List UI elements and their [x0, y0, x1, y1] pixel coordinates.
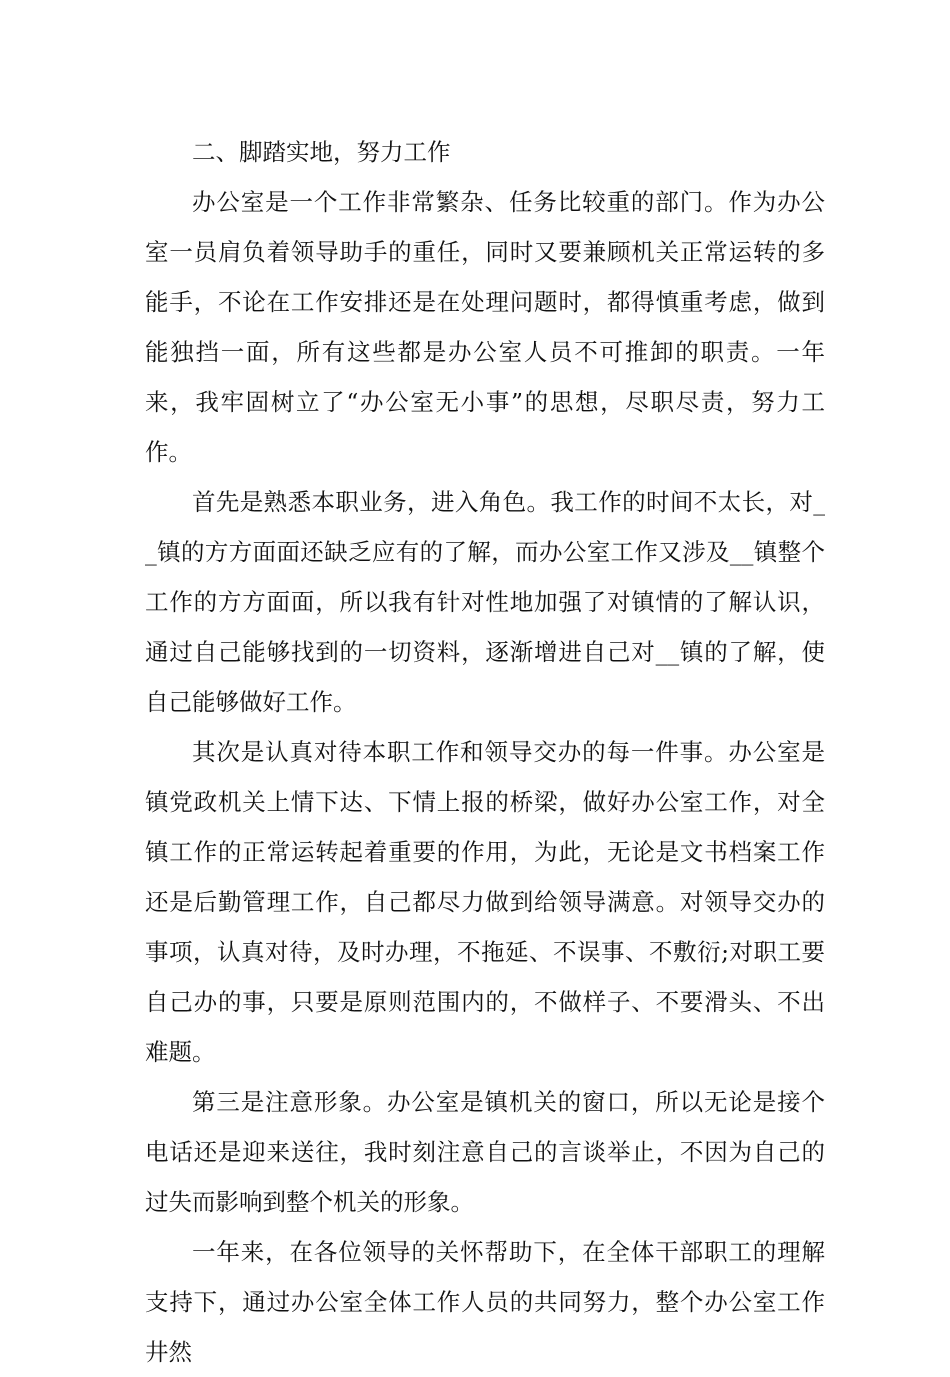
- paragraph-office-duties: 办公室是一个工作非常繁杂、任务比较重的部门。作为办公室一员肩负着领导助手的重任，同时又要兼顾机关正常运转的多能手，不论在工作安排还是在处理问题时，都得慎重考虑，做到能独挡一面，所有这些都是办公室人员不可推卸的职责。一年来，我牢固树立了“办公室无小事”的思想，尽职尽责，努力工作。: [145, 188, 825, 466]
- section-heading: 二、脚踏实地，努力工作: [192, 138, 451, 166]
- paragraph-diligence: 其次是认真对待本职工作和领导交办的每一件事。办公室是镇党政机关上情下达、下情上报的桥梁，做好办公室工作，对全镇工作的正常运转起着重要的作用，为此，无论是文书档案工作还是后勤管理工作，自己都尽力做到给领导满意。对领导交办的事项，认真对待，及时办理，不拖延、不误事、不敷衍;对职工要自己办的事，只要是原则范围内的，不做样子、不要滑头、不出难题。: [145, 738, 825, 1066]
- document-page: [145, 127, 825, 1377]
- paragraph-familiarize: 首先是熟悉本职业务，进入角色。我工作的时间不太长，对__镇的方方面面还缺乏应有的了解，而办公室工作又涉及__镇整个工作的方方面面，所以我有针对性地加强了对镇情的了解认识，通过自己能够找到的一切资料，逐渐增进自己对__镇的了解，使自己能够做好工作。: [145, 488, 825, 716]
- paragraph-summary: 一年来，在各位领导的关怀帮助下，在全体干部职工的理解支持下，通过办公室全体工作人员的共同努力，整个办公室工作井然: [145, 1238, 825, 1366]
- paragraph-image: 第三是注意形象。办公室是镇机关的窗口，所以无论是接个电话还是迎来送往，我时刻注意自己的言谈举止，不因为自己的过失而影响到整个机关的形象。: [145, 1088, 825, 1216]
